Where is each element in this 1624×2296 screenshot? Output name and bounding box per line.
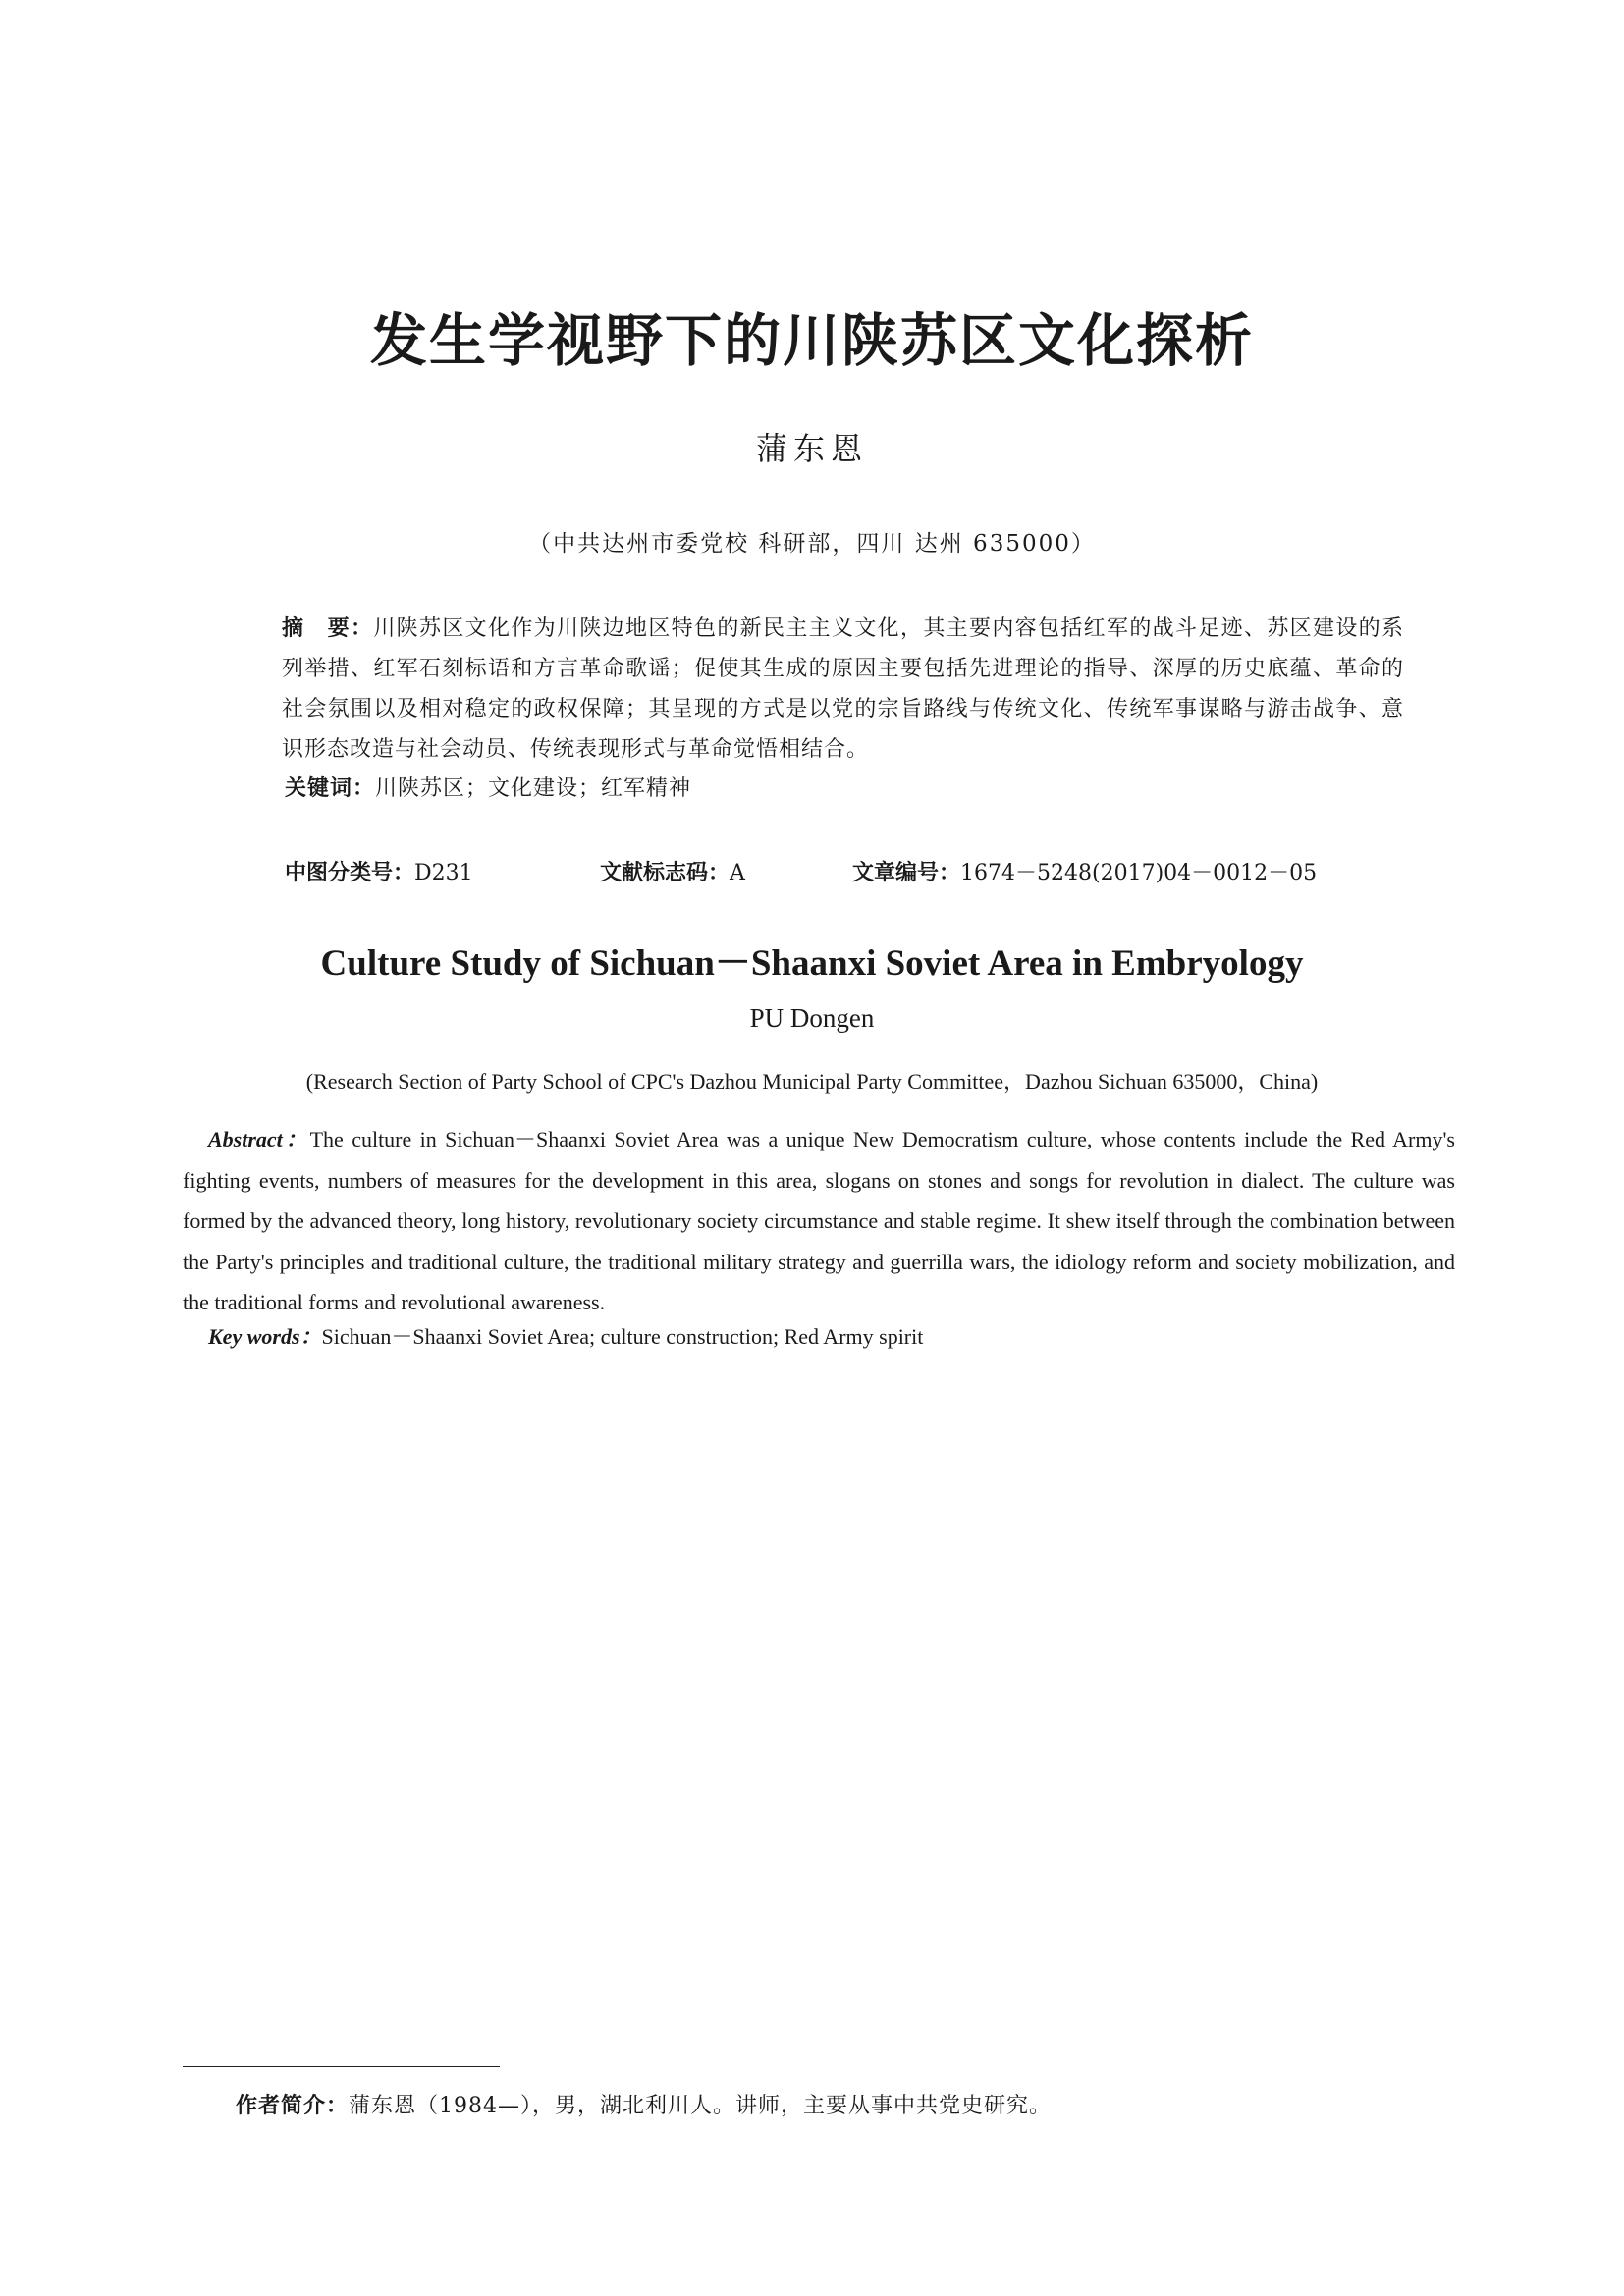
classification-value: D231 (414, 861, 473, 885)
chinese-abstract (282, 609, 1404, 770)
english-abstract-text: The culture in Sichuan－Shaanxi Soviet Area was a unique New Democratism culture, whose contents include the Red Army's fighting events, numbers of measures for the development in this area, slogans on stones and songs for revolution in dialect. The culture was formed by the advanced theory, long history, revolutionary society circumstance and stable regime. It shew itself through the combination between the Party's principles and traditional culture, the traditional military strategy and guerrilla wars, the idiology reform and society mobilization, and the traditional forms and revolutional awareness. (183, 1127, 1455, 1314)
chinese-title: 发生学视野下的川陕苏区文化探析 (369, 307, 1254, 374)
classification-label: 中图分类号： (285, 861, 415, 885)
article-number-value: 1674－5248(2017)04－0012－05 (960, 861, 1318, 885)
english-keywords (208, 1320, 923, 1351)
chinese-author: 蒲东恩 (755, 430, 868, 467)
english-title: Culture Study of Sichuan－Shaanxi Soviet Area in Embryology (320, 943, 1304, 984)
english-author: PU Dongen (749, 1003, 875, 1033)
english-abstract-label: Abstract： (208, 1127, 310, 1151)
document-code (600, 856, 745, 886)
classification-number (285, 856, 473, 886)
document-code-label: 文献标志码： (600, 861, 731, 885)
english-affiliation: (Research Section of Party School of CPC's Dazhou Municipal Party Committee，Dazhou Sichuan 635000，China) (305, 1069, 1319, 1094)
author-footnote (236, 2089, 1052, 2119)
footnote-label: 作者简介： (236, 2094, 350, 2118)
article-number-label: 文章编号： (852, 861, 961, 885)
document-code-value: A (730, 861, 745, 885)
english-keywords-text: Sichuan－Shaanxi Soviet Area; culture construction; Red Army spirit (321, 1324, 924, 1349)
chinese-abstract-label: 摘 要： (282, 616, 374, 641)
chinese-affiliation: （中共达州市委党校 科研部，四川 达州 635000） (528, 531, 1096, 557)
chinese-keywords (285, 772, 691, 802)
english-keywords-label: Key words： (208, 1324, 322, 1349)
article-number (852, 856, 1317, 886)
footnote-divider (183, 2066, 500, 2067)
chinese-abstract-text: 川陕苏区文化作为川陕边地区特色的新民主主义文化，其主要内容包括红军的战斗足迹、苏区建设的系列举措、红军石刻标语和方言革命歌谣；促使其生成的原因主要包括先进理论的指导、深厚的历史底蕴、革命的社会氛围以及相对稳定的政权保障；其呈现的方式是以党的宗旨路线与传统文化、传统军事谋略与游击战争、意识形态改造与社会动员、传统表现形式与革命觉悟相结合。 (282, 616, 1404, 762)
english-abstract (183, 1119, 1455, 1323)
chinese-keywords-label: 关键词： (285, 776, 376, 801)
chinese-keywords-text: 川陕苏区；文化建设；红军精神 (375, 776, 692, 801)
footnote-text: 蒲东恩（1984—），男，湖北利川人。讲师，主要从事中共党史研究。 (349, 2094, 1053, 2118)
